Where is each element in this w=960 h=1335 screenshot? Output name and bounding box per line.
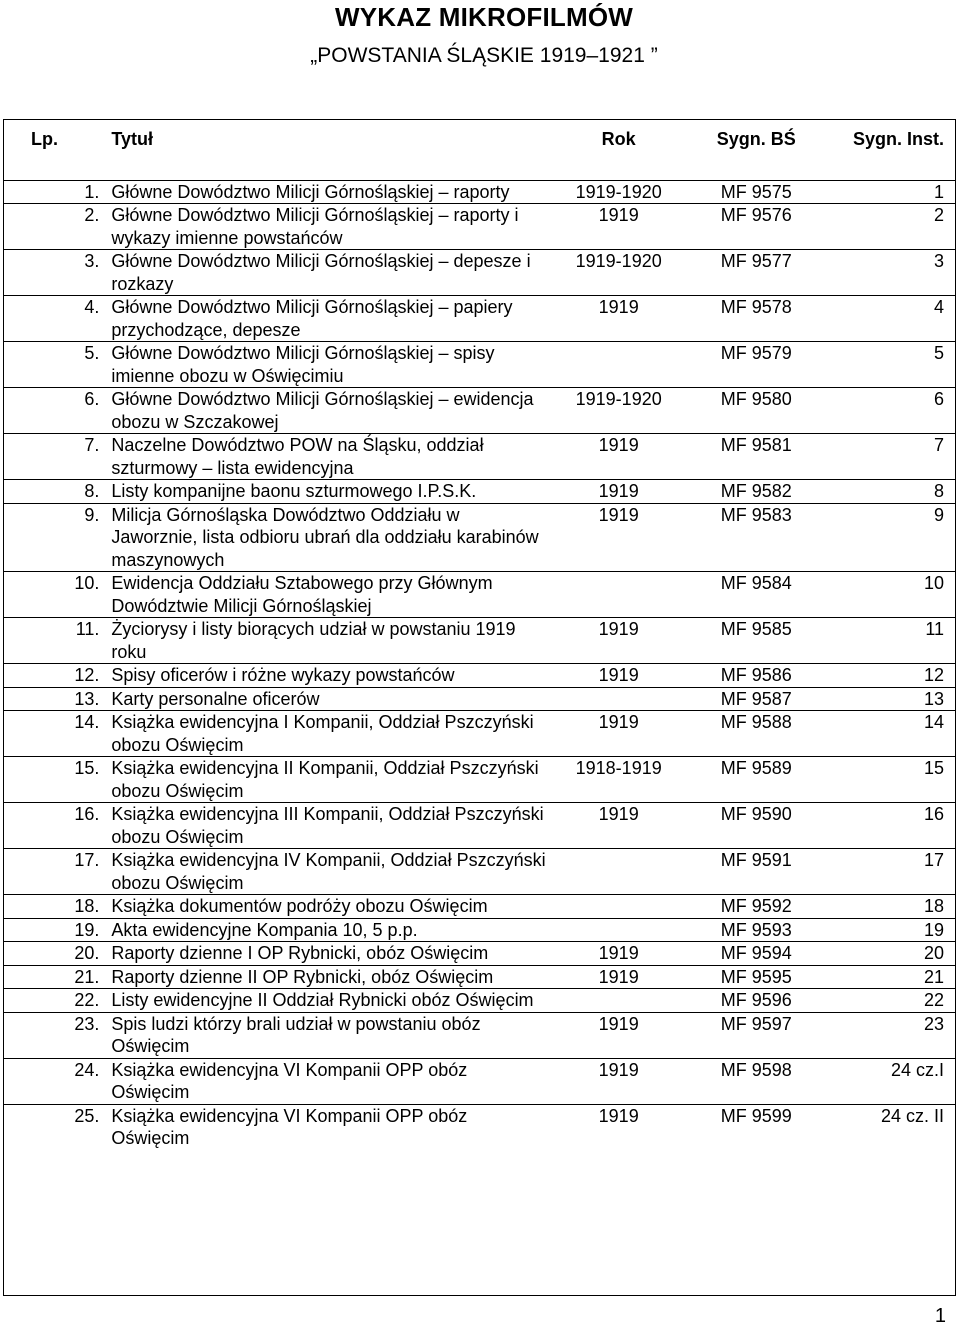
cell-lp: 21. xyxy=(74,966,100,987)
cell-sygn-bs: MF 9595 xyxy=(720,966,792,987)
table-row xyxy=(3,942,956,966)
table-row xyxy=(3,503,956,572)
cell-sygn-inst: 4 xyxy=(933,297,944,317)
cell-rok: 1919 xyxy=(598,804,639,824)
cell-sygn-bs: MF 9577 xyxy=(720,251,792,271)
cell-sygn-inst: 3 xyxy=(933,251,944,271)
cell-lp: 13. xyxy=(74,688,100,709)
cell-lp: 6. xyxy=(84,389,100,409)
cell-sygn-inst: 10 xyxy=(923,573,944,593)
cell-tytul: Spisy oficerów i różne wykazy powstańców xyxy=(111,665,455,685)
table-body xyxy=(3,180,956,1150)
cell-rok xyxy=(549,572,689,618)
cell-lp: 7. xyxy=(84,435,100,455)
cell-tytul: Główne Dowództwo Milicji Górnośląskiej – spisy imienne obozu w Oświęcimiu xyxy=(111,343,495,386)
cell-rok: 1919 xyxy=(598,943,639,963)
cell-rok: 1919 xyxy=(598,297,639,317)
cell-rok xyxy=(549,918,689,942)
cell-sygn-inst: 24 cz. II xyxy=(880,1105,944,1126)
table-row xyxy=(3,434,956,480)
cell-sygn-bs: MF 9580 xyxy=(720,389,792,409)
cell-sygn-inst: 7 xyxy=(933,435,944,455)
cell-sygn-bs: MF 9576 xyxy=(720,205,792,225)
table-row xyxy=(3,480,956,504)
table-row xyxy=(3,989,956,1013)
cell-lp: 1. xyxy=(84,181,100,202)
table-row xyxy=(3,572,956,618)
cell-sygn-bs: MF 9582 xyxy=(720,481,792,501)
cell-tytul: Książka ewidencyjna IV Kompanii, Oddział Pszczyński obozu Oświęcim xyxy=(111,850,546,893)
cell-lp: 9. xyxy=(84,504,100,525)
cell-sygn-inst: 13 xyxy=(923,688,944,709)
table-row xyxy=(3,1058,956,1104)
cell-lp: 19. xyxy=(74,919,100,940)
cell-sygn-bs: MF 9581 xyxy=(720,435,792,455)
cell-rok: 1919 xyxy=(598,205,639,225)
cell-sygn-inst: 19 xyxy=(923,919,944,940)
cell-rok: 1919-1920 xyxy=(575,389,662,409)
cell-sygn-inst: 5 xyxy=(933,343,944,363)
cell-lp: 5. xyxy=(84,343,100,363)
cell-rok: 1919 xyxy=(598,1105,639,1126)
cell-lp: 15. xyxy=(74,758,100,778)
table-row xyxy=(3,965,956,989)
cell-sygn-bs: MF 9586 xyxy=(720,665,792,685)
table-row xyxy=(3,342,956,388)
cell-rok: 1919 xyxy=(598,1013,639,1034)
cell-tytul: Główne Dowództwo Milicji Górnośląskiej – ewidencja obozu w Szczakowej xyxy=(111,389,534,432)
cell-sygn-bs: MF 9588 xyxy=(720,712,792,732)
table-row xyxy=(3,388,956,434)
cell-sygn-bs: MF 9592 xyxy=(720,896,792,916)
cell-sygn-bs: MF 9587 xyxy=(720,688,792,709)
cell-lp: 8. xyxy=(84,481,100,501)
table-row xyxy=(3,711,956,757)
cell-tytul: Raporty dzienne I OP Rybnicki, obóz Oświęcim xyxy=(111,943,489,963)
cell-sygn-bs: MF 9578 xyxy=(720,297,792,317)
cell-tytul: Ewidencja Oddziału Sztabowego przy Głównym Dowództwie Milicji Górnośląskiej xyxy=(111,573,493,616)
cell-sygn-bs: MF 9583 xyxy=(720,504,792,525)
cell-tytul: Listy ewidencyjne II Oddział Rybnicki obóz Oświęcim xyxy=(111,990,534,1010)
header-sygn-bs: Sygn. BŚ xyxy=(716,129,796,149)
cell-tytul: Akta ewidencyjne Kompania 10, 5 p.p. xyxy=(111,919,418,940)
cell-tytul: Milicja Górnośląska Dowództwo Oddziału w Jaworznie, lista odbioru ubrań dla oddziału karabinów maszynowych xyxy=(111,504,539,570)
cell-lp: 24. xyxy=(74,1059,100,1080)
cell-sygn-inst: 20 xyxy=(923,943,944,963)
table-row xyxy=(3,296,956,342)
cell-sygn-bs: MF 9599 xyxy=(720,1105,792,1126)
cell-sygn-bs: MF 9575 xyxy=(720,181,792,202)
cell-lp: 12. xyxy=(74,665,100,685)
table-row xyxy=(3,1104,956,1150)
cell-sygn-bs: MF 9597 xyxy=(720,1013,792,1034)
cell-lp: 3. xyxy=(84,251,100,271)
table-row xyxy=(3,687,956,711)
cell-sygn-bs: MF 9591 xyxy=(720,850,792,870)
cell-tytul: Główne Dowództwo Milicji Górnośląskiej – raporty xyxy=(111,181,510,202)
table-row xyxy=(3,204,956,250)
cell-sygn-inst: 12 xyxy=(923,665,944,685)
cell-sygn-inst: 14 xyxy=(923,712,944,732)
table-row xyxy=(3,664,956,688)
page-number: 1 xyxy=(934,1305,946,1327)
cell-rok: 1919 xyxy=(598,481,639,501)
cell-lp: 11. xyxy=(75,619,100,639)
cell-rok xyxy=(549,687,689,711)
header-rok: Rok xyxy=(601,129,636,149)
cell-sygn-inst: 18 xyxy=(923,896,944,916)
table-row xyxy=(3,618,956,664)
document-subtitle: „POWSTANIA ŚLĄSKIE 1919–1921 ” xyxy=(310,44,658,67)
cell-sygn-bs: MF 9594 xyxy=(720,943,792,963)
table-row xyxy=(3,250,956,296)
table-row xyxy=(3,849,956,895)
cell-tytul: Książka dokumentów podróży obozu Oświęcim xyxy=(111,896,488,916)
cell-lp: 16. xyxy=(74,804,100,824)
cell-sygn-inst: 16 xyxy=(923,804,944,824)
cell-sygn-inst: 1 xyxy=(933,181,944,202)
cell-tytul: Życiorysy i listy biorących udział w powstaniu 1919 roku xyxy=(111,619,516,662)
cell-rok: 1919 xyxy=(598,435,639,455)
cell-rok: 1919-1920 xyxy=(575,181,662,202)
cell-tytul: Spis ludzi którzy brali udział w powstaniu obóz Oświęcim xyxy=(111,1013,481,1056)
cell-lp: 2. xyxy=(84,205,100,225)
cell-tytul: Książka ewidencyjna III Kompanii, Oddział Pszczyński obozu Oświęcim xyxy=(111,804,544,847)
cell-rok: 1919 xyxy=(598,504,639,525)
cell-rok xyxy=(549,849,689,895)
table-row xyxy=(3,803,956,849)
cell-lp: 4. xyxy=(84,297,100,317)
cell-tytul: Naczelne Dowództwo POW na Śląsku, oddział szturmowy – lista ewidencyjna xyxy=(111,435,484,478)
cell-rok: 1919 xyxy=(598,966,639,987)
cell-tytul: Raporty dzienne II OP Rybnicki, obóz Oświęcim xyxy=(111,966,494,987)
cell-lp: 18. xyxy=(74,896,100,916)
cell-tytul: Listy kompanijne baonu szturmowego I.P.S.K. xyxy=(111,481,477,501)
table-row xyxy=(3,918,956,942)
cell-sygn-bs: MF 9589 xyxy=(720,758,792,778)
cell-rok xyxy=(549,989,689,1013)
cell-sygn-bs: MF 9596 xyxy=(720,990,792,1010)
document-title: WYKAZ MIKROFILMÓW xyxy=(334,2,633,32)
cell-lp: 22. xyxy=(74,990,100,1010)
cell-tytul: Główne Dowództwo Milicji Górnośląskiej – raporty i wykazy imienne powstańców xyxy=(111,205,519,248)
cell-sygn-bs: MF 9584 xyxy=(720,573,792,593)
cell-rok xyxy=(549,895,689,919)
table-row xyxy=(3,757,956,803)
cell-sygn-bs: MF 9590 xyxy=(720,804,792,824)
table-header-row xyxy=(3,128,956,180)
cell-rok: 1919 xyxy=(598,1059,639,1080)
cell-sygn-bs: MF 9593 xyxy=(720,919,792,940)
cell-sygn-inst: 2 xyxy=(933,205,944,225)
cell-sygn-inst: 24 cz.I xyxy=(890,1059,944,1080)
cell-sygn-inst: 21 xyxy=(923,966,944,987)
table-row xyxy=(3,180,956,204)
table-row xyxy=(3,895,956,919)
cell-tytul: Karty personalne oficerów xyxy=(111,688,320,709)
cell-sygn-inst: 6 xyxy=(933,389,944,409)
microfilm-table xyxy=(3,128,956,1150)
cell-tytul: Główne Dowództwo Milicji Górnośląskiej – papiery przychodzące, depesze xyxy=(111,297,513,340)
cell-tytul: Książka ewidencyjna VI Kompanii OPP obóz Oświęcim xyxy=(111,1105,468,1148)
cell-rok: 1919 xyxy=(598,665,639,685)
cell-sygn-inst: 23 xyxy=(923,1013,944,1034)
cell-sygn-inst: 11 xyxy=(925,619,944,639)
cell-sygn-inst: 17 xyxy=(923,850,944,870)
table-row xyxy=(3,1012,956,1058)
header-tytul: Tytuł xyxy=(111,129,154,149)
cell-rok: 1919 xyxy=(598,712,639,732)
header-lp: Lp. xyxy=(31,129,58,149)
cell-tytul: Główne Dowództwo Milicji Górnośląskiej – depesze i rozkazy xyxy=(111,251,531,294)
cell-rok: 1918-1919 xyxy=(575,758,662,778)
cell-lp: 23. xyxy=(74,1013,100,1034)
cell-sygn-inst: 9 xyxy=(933,504,944,525)
cell-tytul: Książka ewidencyjna I Kompanii, Oddział Pszczyński obozu Oświęcim xyxy=(111,712,534,755)
cell-lp: 20. xyxy=(74,943,100,963)
header-sygn-inst: Sygn. Inst. xyxy=(852,129,944,149)
cell-rok: 1919-1920 xyxy=(575,251,662,271)
cell-sygn-bs: MF 9598 xyxy=(720,1059,792,1080)
cell-sygn-bs: MF 9585 xyxy=(720,619,792,639)
table-header xyxy=(3,128,956,180)
cell-sygn-inst: 22 xyxy=(923,990,944,1010)
cell-tytul: Książka ewidencyjna II Kompanii, Oddział Pszczyński obozu Oświęcim xyxy=(111,758,539,801)
cell-sygn-bs: MF 9579 xyxy=(720,343,792,363)
cell-lp: 25. xyxy=(74,1105,100,1126)
cell-sygn-inst: 15 xyxy=(923,758,944,778)
cell-tytul: Książka ewidencyjna VI Kompanii OPP obóz Oświęcim xyxy=(111,1059,468,1102)
cell-rok xyxy=(549,342,689,388)
cell-lp: 17. xyxy=(74,850,100,870)
cell-lp: 10. xyxy=(74,573,100,593)
cell-lp: 14. xyxy=(74,712,100,732)
cell-rok: 1919 xyxy=(598,619,639,639)
cell-sygn-inst: 8 xyxy=(933,481,944,501)
